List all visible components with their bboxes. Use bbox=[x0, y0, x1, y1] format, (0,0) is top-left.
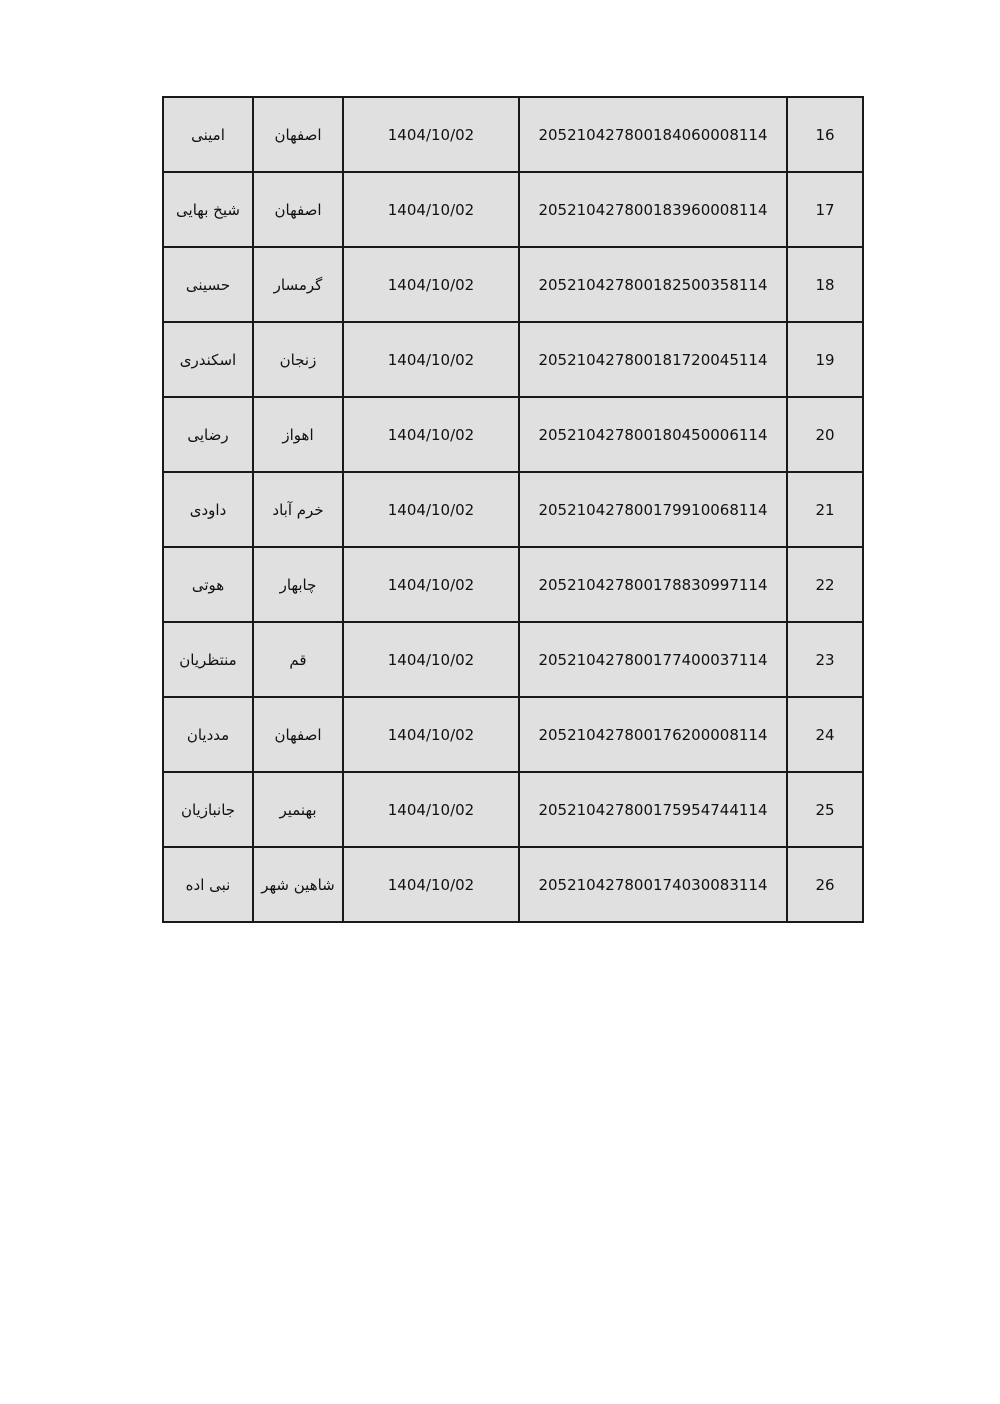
records-table bbox=[162, 96, 864, 923]
date-cell: 1404/10/02 bbox=[343, 247, 519, 322]
name-cell: منتظریان bbox=[163, 622, 253, 697]
table-row bbox=[163, 322, 863, 397]
table-row bbox=[163, 547, 863, 622]
city-cell: اصفهان bbox=[253, 697, 343, 772]
row-number-cell: 18 bbox=[787, 247, 863, 322]
code-cell: 205210427800179910068114 bbox=[519, 472, 787, 547]
row-number-cell: 21 bbox=[787, 472, 863, 547]
date-cell: 1404/10/02 bbox=[343, 97, 519, 172]
table-row bbox=[163, 622, 863, 697]
code-cell: 205210427800181720045114 bbox=[519, 322, 787, 397]
table-row bbox=[163, 397, 863, 472]
name-cell: هوتی bbox=[163, 547, 253, 622]
date-cell: 1404/10/02 bbox=[343, 472, 519, 547]
date-cell: 1404/10/02 bbox=[343, 622, 519, 697]
name-cell: حسینی bbox=[163, 247, 253, 322]
date-cell: 1404/10/02 bbox=[343, 172, 519, 247]
code-cell: 205210427800175954744114 bbox=[519, 772, 787, 847]
city-cell: قم bbox=[253, 622, 343, 697]
city-cell: اصفهان bbox=[253, 97, 343, 172]
code-cell: 205210427800177400037114 bbox=[519, 622, 787, 697]
date-cell: 1404/10/02 bbox=[343, 322, 519, 397]
city-cell: زنجان bbox=[253, 322, 343, 397]
name-cell: اسکندری bbox=[163, 322, 253, 397]
table-row bbox=[163, 697, 863, 772]
city-cell: شاهین شهر bbox=[253, 847, 343, 922]
city-cell: اهواز bbox=[253, 397, 343, 472]
table-row bbox=[163, 472, 863, 547]
code-cell: 205210427800184060008114 bbox=[519, 97, 787, 172]
row-number-cell: 19 bbox=[787, 322, 863, 397]
name-cell: مددیان bbox=[163, 697, 253, 772]
table-row bbox=[163, 97, 863, 172]
name-cell: نبی اده bbox=[163, 847, 253, 922]
row-number-cell: 23 bbox=[787, 622, 863, 697]
date-cell: 1404/10/02 bbox=[343, 847, 519, 922]
name-cell: شیخ بهایی bbox=[163, 172, 253, 247]
name-cell: داودی bbox=[163, 472, 253, 547]
row-number-cell: 16 bbox=[787, 97, 863, 172]
records-table-body bbox=[163, 97, 863, 922]
date-cell: 1404/10/02 bbox=[343, 397, 519, 472]
code-cell: 205210427800182500358114 bbox=[519, 247, 787, 322]
city-cell: گرمسار bbox=[253, 247, 343, 322]
name-cell: جانبازیان bbox=[163, 772, 253, 847]
table-row bbox=[163, 847, 863, 922]
row-number-cell: 24 bbox=[787, 697, 863, 772]
city-cell: بهنمیر bbox=[253, 772, 343, 847]
city-cell: چابهار bbox=[253, 547, 343, 622]
row-number-cell: 20 bbox=[787, 397, 863, 472]
row-number-cell: 26 bbox=[787, 847, 863, 922]
name-cell: رضایی bbox=[163, 397, 253, 472]
date-cell: 1404/10/02 bbox=[343, 697, 519, 772]
city-cell: اصفهان bbox=[253, 172, 343, 247]
code-cell: 205210427800174030083114 bbox=[519, 847, 787, 922]
date-cell: 1404/10/02 bbox=[343, 547, 519, 622]
row-number-cell: 25 bbox=[787, 772, 863, 847]
table-row bbox=[163, 247, 863, 322]
row-number-cell: 22 bbox=[787, 547, 863, 622]
city-cell: خرم آباد bbox=[253, 472, 343, 547]
code-cell: 205210427800180450006114 bbox=[519, 397, 787, 472]
code-cell: 205210427800183960008114 bbox=[519, 172, 787, 247]
name-cell: امینی bbox=[163, 97, 253, 172]
table-row bbox=[163, 772, 863, 847]
code-cell: 205210427800176200008114 bbox=[519, 697, 787, 772]
date-cell: 1404/10/02 bbox=[343, 772, 519, 847]
row-number-cell: 17 bbox=[787, 172, 863, 247]
code-cell: 205210427800178830997114 bbox=[519, 547, 787, 622]
table-row bbox=[163, 172, 863, 247]
